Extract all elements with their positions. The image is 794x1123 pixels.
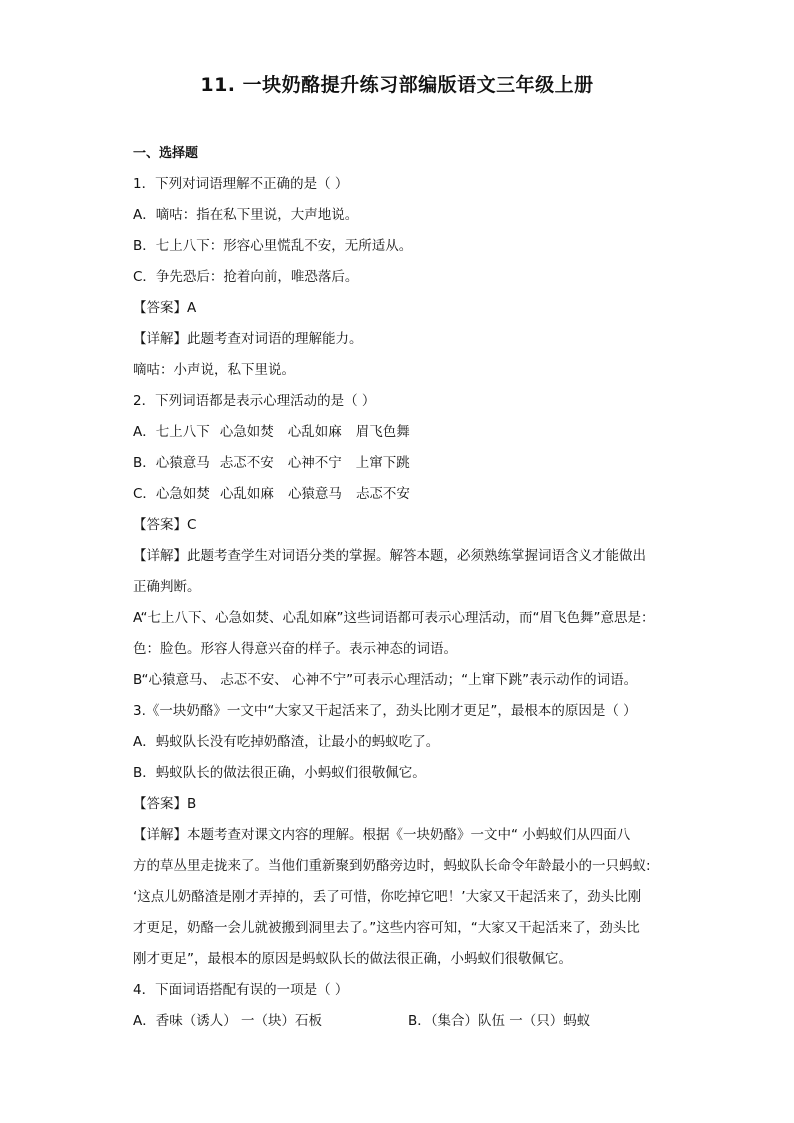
- q3-detail-line: 刚才更足”，最根本的原因是蚂蚁队长的做法很正确，小蚂蚁们很敬佩它。: [133, 951, 572, 967]
- q2-answer: 【答案】C: [133, 517, 197, 533]
- q2-detail-line: B“心猿意马、 忐忑不安、 心神不宁”可表示心理活动；“上窜下跳”表示动作的词语。: [133, 672, 638, 688]
- q3-detail-line: 方的草丛里走拢来了。当他们重新聚到奶酪旁边时，蚂蚁队长命令年龄最小的一只蚂蚁:: [133, 858, 651, 874]
- q2-option-a: [133, 417, 678, 448]
- q2-a-word: 心急如焚: [219, 424, 274, 440]
- q2-stem: 2．下列词语都是表示心理活动的是（ ）: [133, 393, 376, 409]
- q2-c-label: C．心急如焚: [133, 486, 210, 502]
- q4-option-b: B．（集合）队伍 一（只）蚂蚁: [408, 1013, 591, 1029]
- q2-b-label: B．心猿意马: [133, 455, 210, 471]
- q3-detail-line: 【详解】本题考查对课文内容的理解。根据《一块奶酪》一文中“ 小蚂蚁们从四面八: [133, 827, 631, 843]
- q2-detail-line: 色：脸色。形容人得意兴奋的样子。表示神态的词语。: [133, 641, 457, 657]
- q1-answer: 【答案】A: [133, 300, 197, 316]
- q4-option-a: A．香味（诱人） 一（块）石板: [133, 1013, 323, 1029]
- q4-stem: 4．下面词语搭配有误的一项是（ ）: [133, 982, 349, 998]
- q3-detail-line: ‘这点儿奶酪渣是刚才弄掉的，丢了可惜，你吃掉它吧！’大家又干起活来了，劲头比刚: [133, 889, 642, 905]
- q1-stem: 1．下列对词语理解不正确的是（ ）: [133, 176, 349, 192]
- document-body: [133, 143, 678, 1037]
- q2-option-b: [133, 448, 678, 479]
- q1-detail: 【详解】此题考查对词语的理解能力。: [133, 331, 363, 347]
- q1-extra: 嘀咕：小声说，私下里说。: [133, 362, 295, 378]
- q2-c-word: 心猿意马: [287, 486, 342, 502]
- q2-detail-line: A“七上八下、心急如焚、心乱如麻”这些词语都可表示心理活动，而“眉飞色舞”意思是：: [133, 610, 655, 626]
- q3-detail-line: 才更足，奶酪一会儿就被搬到洞里去了。”这些内容可知，“大家又干起活来了，劲头比: [133, 920, 640, 936]
- q2-detail-line: 【详解】此题考查学生对词语分类的掌握。解答本题，必须熟练掌握词语含义才能做出: [133, 548, 646, 564]
- q3-stem: 3.《一块奶酪》一文中“大家又干起活来了，劲头比刚才更足”，最根本的原因是（ ）: [133, 703, 637, 719]
- q2-option-c: [133, 479, 678, 510]
- q2-c-word: 忐忑不安: [355, 486, 410, 502]
- page-title: 11. 一块奶酪提升练习部编版语文三年级上册: [200, 74, 594, 96]
- q1-option-a: A．嘀咕：指在私下里说，大声地说。: [133, 207, 359, 223]
- q3-option-a: A．蚂蚁队长没有吃掉奶酪渣，让最小的蚂蚁吃了。: [133, 734, 440, 750]
- q2-b-word: 心神不宁: [287, 455, 342, 471]
- q2-b-word: 上窜下跳: [355, 455, 410, 471]
- q4-options: [133, 1006, 678, 1037]
- q2-a-label: A．七上八下: [133, 424, 210, 440]
- q2-b-word: 忐忑不安: [219, 455, 274, 471]
- q2-a-word: 心乱如麻: [287, 424, 342, 440]
- q3-answer: 【答案】B: [133, 796, 197, 812]
- section-heading: 一、选择题: [133, 146, 199, 161]
- q2-c-word: 心乱如麻: [219, 486, 274, 502]
- q3-option-b: B．蚂蚁队长的做法很正确，小蚂蚁们很敬佩它。: [133, 765, 426, 781]
- q2-a-word: 眉飞色舞: [355, 424, 410, 440]
- q2-detail-line: 正确判断。: [133, 579, 201, 595]
- q1-option-b: B．七上八下：形容心里慌乱不安，无所适从。: [133, 238, 413, 254]
- q1-option-c: C．争先恐后：抢着向前，唯恐落后。: [133, 269, 359, 285]
